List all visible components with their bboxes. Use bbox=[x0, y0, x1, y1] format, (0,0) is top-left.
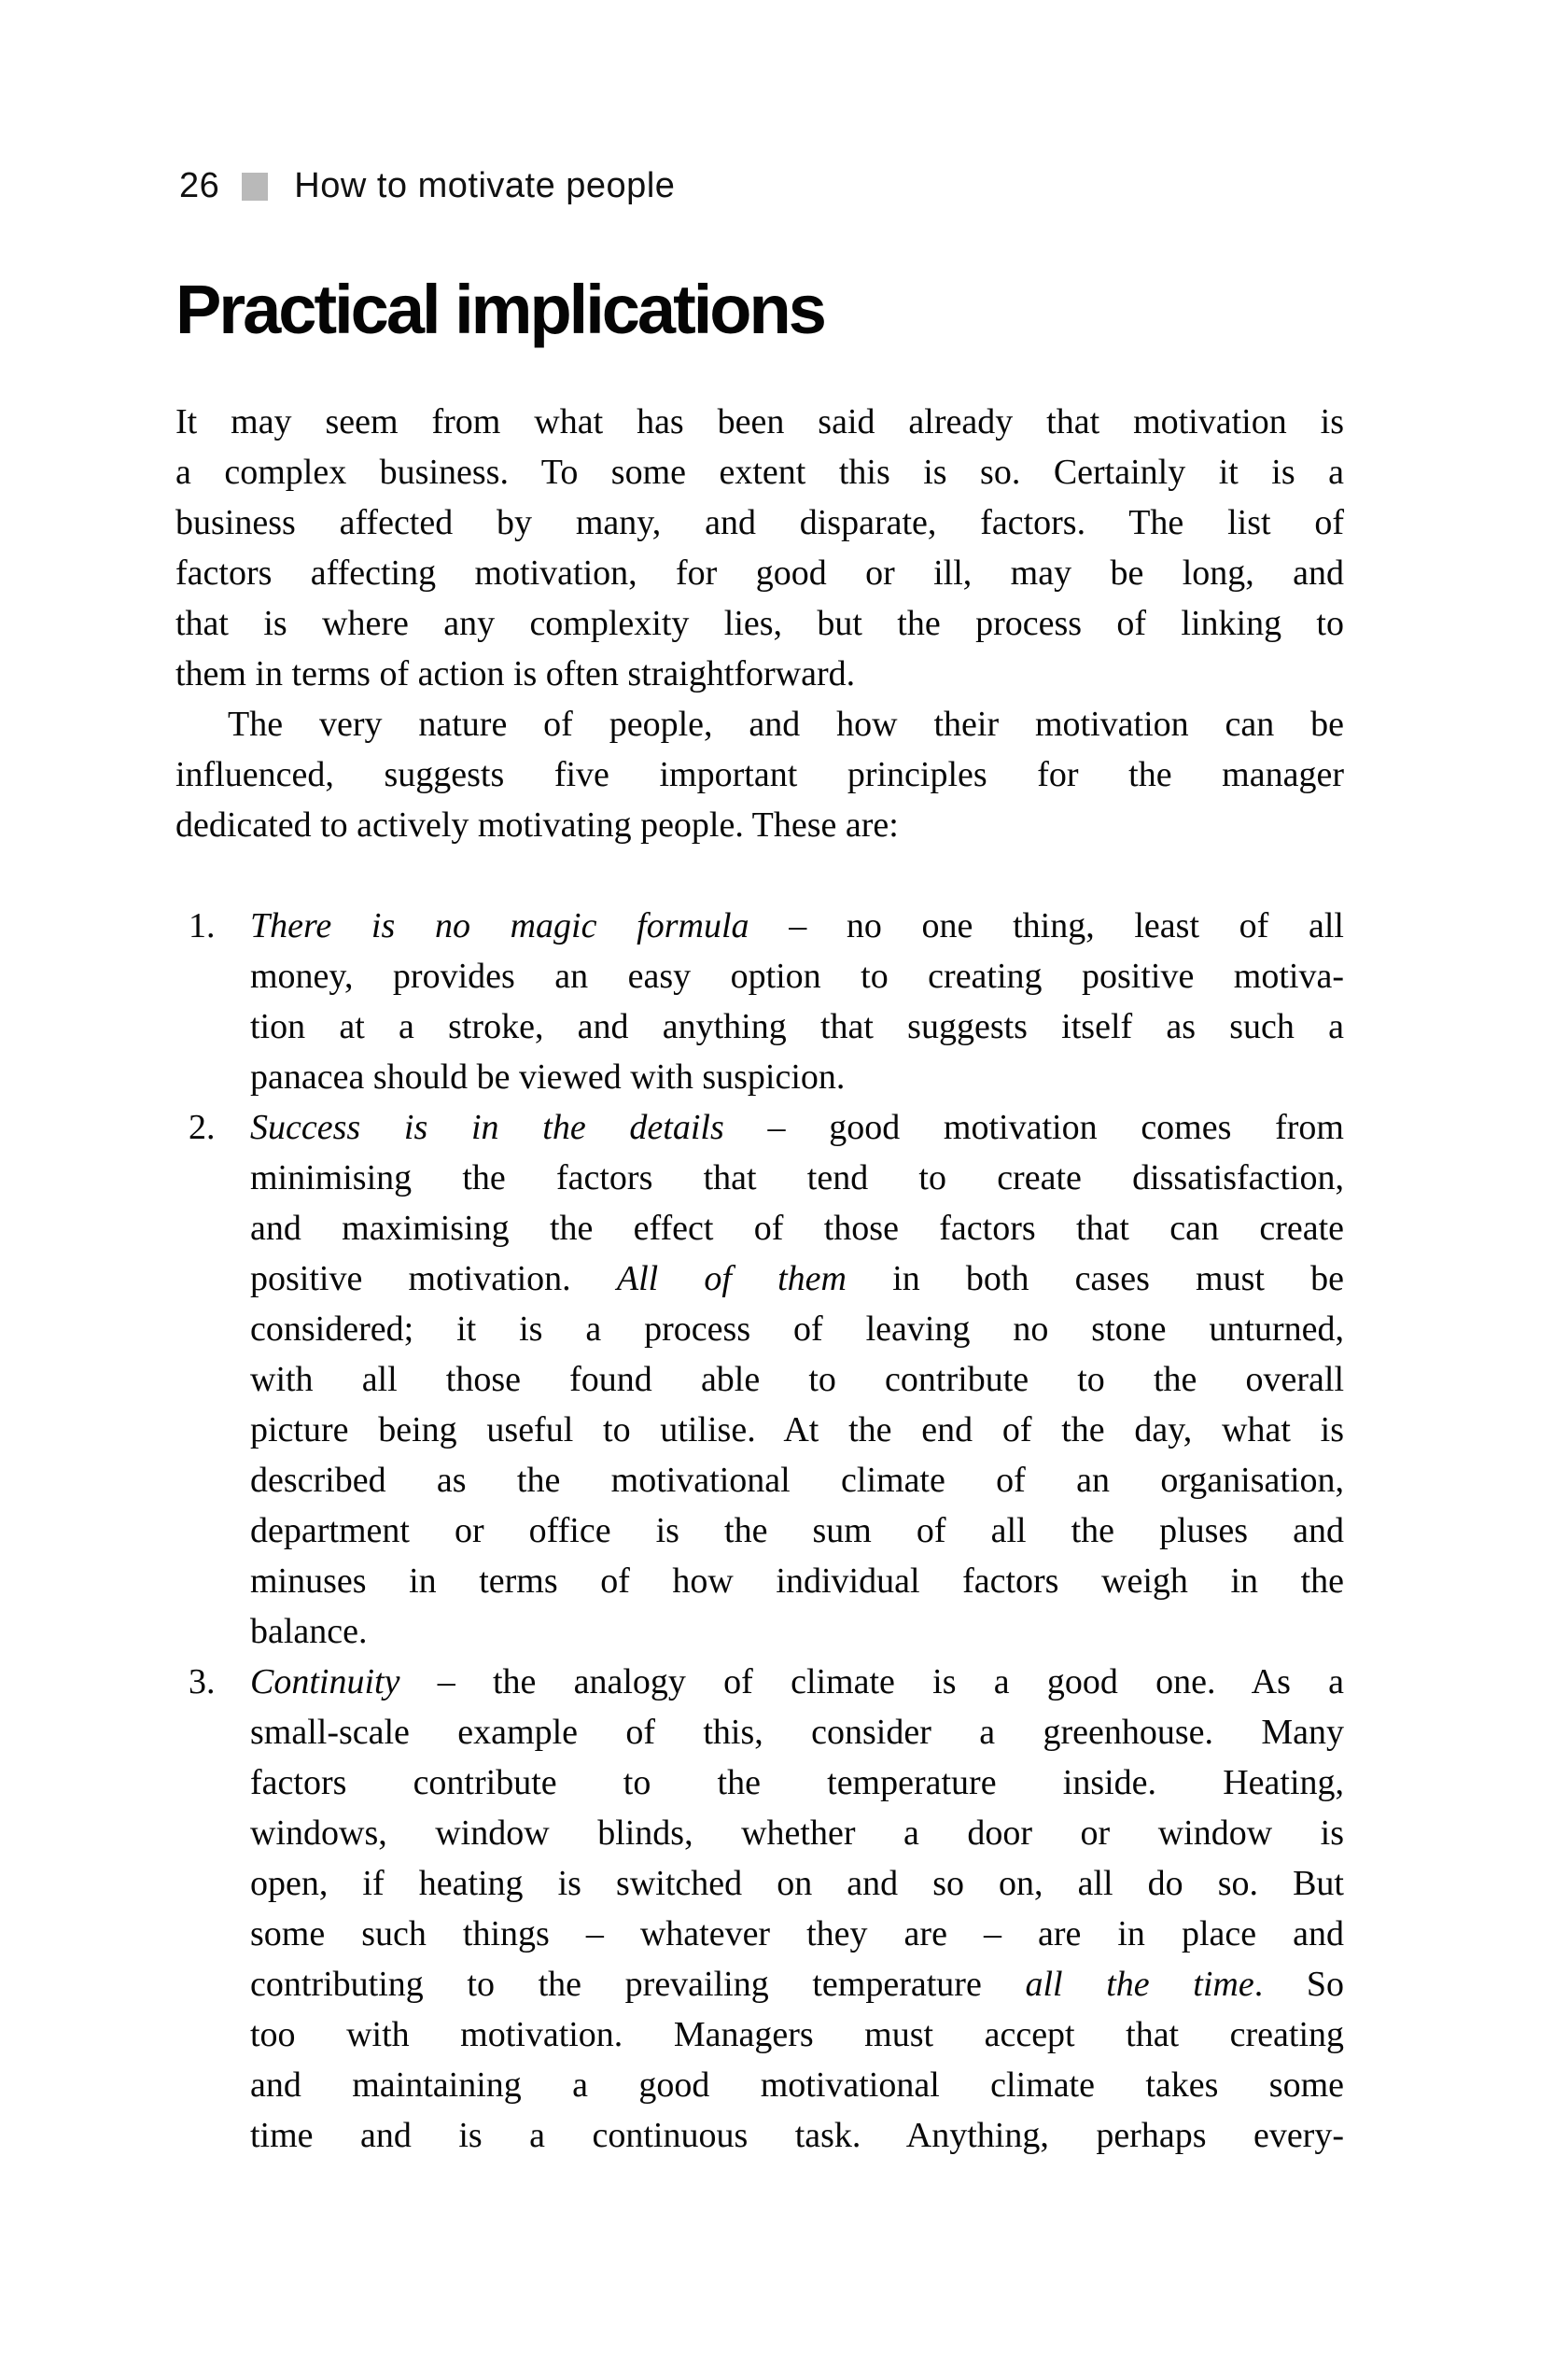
text-segment: – no one thing, least of all bbox=[749, 906, 1344, 945]
text-segment: small-scale example of this, consider a greenhouse. Many bbox=[250, 1713, 1344, 1752]
text-segment: positive motivation. bbox=[250, 1259, 617, 1298]
text-segment: influenced, suggests five important principles for the manager bbox=[175, 755, 1344, 794]
list-item-number: 2. bbox=[189, 1108, 216, 1147]
text-line bbox=[250, 1909, 1344, 1959]
text-segment: time and is a continuous task. Anything, perhaps every- bbox=[250, 2116, 1344, 2155]
text-line bbox=[250, 901, 1344, 951]
italic-text-segment: Continuity bbox=[250, 1662, 400, 1701]
square-bullet-icon bbox=[242, 173, 268, 201]
text-segment: – good motivation comes from bbox=[723, 1108, 1344, 1147]
text-segment: too with motivation. Managers must accept that creating bbox=[250, 2015, 1344, 2054]
text-segment: tion at a stroke, and anything that suggests itself as such a bbox=[250, 1007, 1344, 1046]
italic-text-segment: All of them bbox=[616, 1259, 847, 1298]
list-item-number: 3. bbox=[189, 1662, 216, 1701]
text-line bbox=[250, 1304, 1344, 1354]
text-line bbox=[250, 1253, 1344, 1304]
text-line bbox=[250, 1606, 1344, 1657]
italic-text-segment: all the time bbox=[1025, 1965, 1254, 2004]
text-segment: business affected by many, and disparate, factors. The list of bbox=[175, 503, 1344, 542]
text-line bbox=[175, 649, 1344, 699]
text-segment: department or office is the sum of all the pluses and bbox=[250, 1511, 1344, 1550]
text-line bbox=[250, 1455, 1344, 1505]
text-line bbox=[250, 951, 1344, 1001]
list-item bbox=[175, 901, 1344, 1102]
numbered-list bbox=[175, 901, 1344, 2161]
text-line bbox=[250, 1354, 1344, 1405]
text-segment: with all those found able to contribute to the overall bbox=[250, 1360, 1344, 1399]
text-segment: considered; it is a process of leaving no stone unturned, bbox=[250, 1309, 1344, 1349]
italic-text-segment: Success is in the details bbox=[250, 1108, 724, 1147]
text-line bbox=[250, 1657, 1344, 1707]
text-line bbox=[250, 2009, 1344, 2060]
text-segment: minuses in terms of how individual factors weigh in the bbox=[250, 1561, 1344, 1601]
text-line bbox=[250, 1203, 1344, 1253]
list-item-number: 1. bbox=[189, 906, 216, 945]
text-segment: and maximising the effect of those factors that can create bbox=[250, 1209, 1344, 1248]
running-header bbox=[179, 166, 675, 206]
text-line bbox=[175, 447, 1344, 497]
text-line bbox=[250, 1405, 1344, 1455]
text-line bbox=[175, 800, 1344, 850]
text-segment: money, provides an easy option to creating positive motiva- bbox=[250, 957, 1344, 996]
text-segment: panacea should be viewed with suspicion. bbox=[250, 1057, 846, 1097]
text-segment: minimising the factors that tend to create dissatisfaction, bbox=[250, 1158, 1344, 1197]
text-segment: – the analogy of climate is a good one. As a bbox=[399, 1662, 1344, 1701]
text-segment: . So bbox=[1253, 1965, 1344, 2004]
italic-text-segment: There is no magic formula bbox=[250, 906, 749, 945]
text-segment: The very nature of people, and how their motivation can be bbox=[228, 705, 1344, 744]
text-segment: and maintaining a good motivational climate takes some bbox=[250, 2065, 1344, 2105]
text-segment: picture being useful to utilise. At the end of the day, what is bbox=[250, 1410, 1344, 1449]
page-title: Practical implications bbox=[175, 271, 824, 348]
text-line bbox=[175, 397, 1344, 447]
text-line bbox=[250, 1707, 1344, 1757]
text-segment: described as the motivational climate of an organisation, bbox=[250, 1461, 1344, 1500]
text-segment: balance. bbox=[250, 1612, 368, 1651]
text-line bbox=[175, 749, 1344, 800]
text-line bbox=[175, 548, 1344, 598]
text-line bbox=[250, 1959, 1344, 2009]
text-segment: dedicated to actively motivating people. These are: bbox=[175, 805, 899, 845]
text-line bbox=[175, 699, 1344, 749]
text-segment: contributing to the prevailing temperature bbox=[250, 1965, 1026, 2004]
paragraph bbox=[175, 397, 1344, 699]
text-line bbox=[250, 1556, 1344, 1606]
text-line bbox=[250, 2110, 1344, 2161]
text-segment: that is where any complexity lies, but the process of linking to bbox=[175, 604, 1344, 643]
text-segment: factors contribute to the temperature inside. Heating, bbox=[250, 1763, 1344, 1802]
text-line bbox=[250, 1102, 1344, 1153]
body-text bbox=[175, 397, 1344, 2161]
text-line bbox=[250, 1153, 1344, 1203]
paragraphs bbox=[175, 397, 1344, 850]
list-item bbox=[175, 1657, 1344, 2161]
text-segment: factors affecting motivation, for good or ill, may be long, and bbox=[175, 553, 1344, 593]
text-segment: a complex business. To some extent this is so. Certainly it is a bbox=[175, 453, 1344, 492]
text-segment: them in terms of action is often straightforward. bbox=[175, 654, 856, 693]
text-line bbox=[250, 1858, 1344, 1909]
text-line bbox=[175, 598, 1344, 649]
list-item bbox=[175, 1102, 1344, 1657]
text-line bbox=[250, 1052, 1344, 1102]
text-line bbox=[175, 497, 1344, 548]
text-line bbox=[250, 2060, 1344, 2110]
text-segment: windows, window blinds, whether a door or window is bbox=[250, 1813, 1344, 1853]
text-segment: some such things – whatever they are – are in place and bbox=[250, 1914, 1344, 1953]
text-line bbox=[250, 1505, 1344, 1556]
text-line bbox=[250, 1757, 1344, 1808]
text-line bbox=[250, 1001, 1344, 1052]
text-segment: in both cases must be bbox=[847, 1259, 1344, 1298]
text-line bbox=[250, 1808, 1344, 1858]
paragraph bbox=[175, 699, 1344, 850]
text-segment: open, if heating is switched on and so on, all do so. But bbox=[250, 1864, 1344, 1903]
page-number: 26 bbox=[179, 166, 220, 205]
book-title: How to motivate people bbox=[294, 166, 676, 205]
text-segment: It may seem from what has been said already that motivation is bbox=[175, 402, 1344, 441]
